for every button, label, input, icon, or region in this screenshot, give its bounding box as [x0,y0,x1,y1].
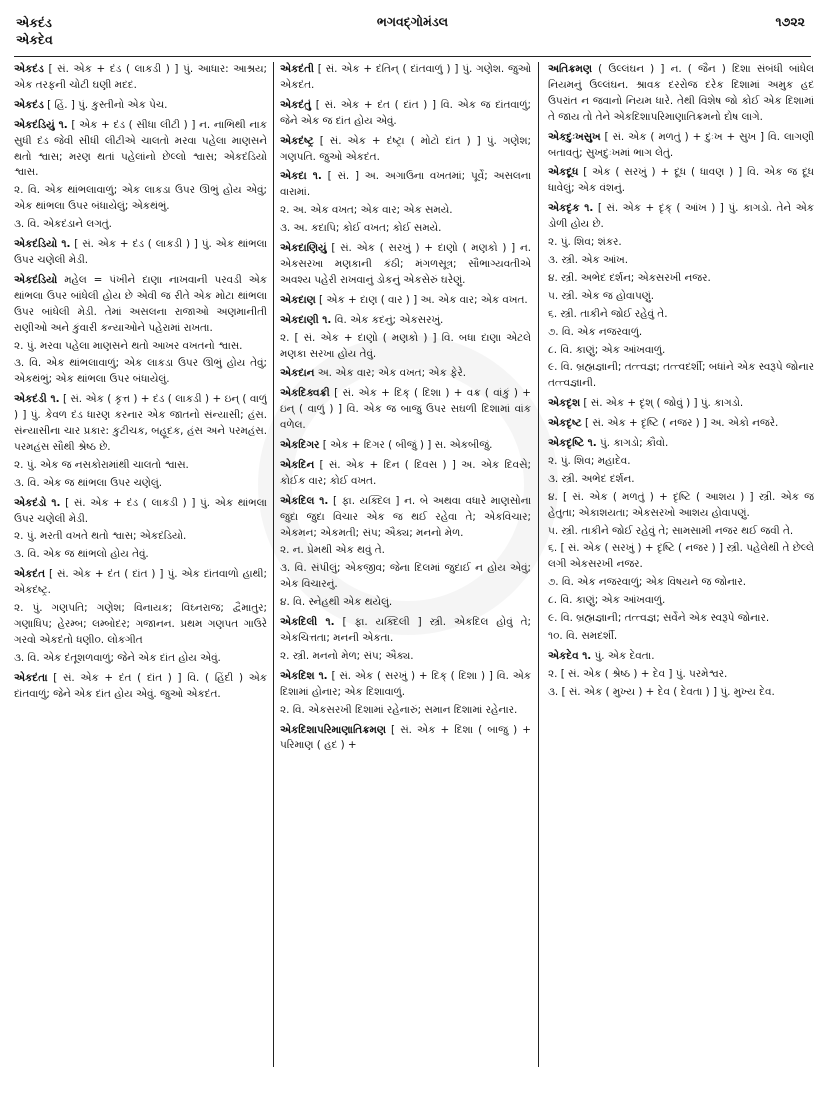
dictionary-entry: ૨. [ સં. એક ( શ્રેષ્ઠ ) + દેવ ] પું. પરમેશ્વર. [548,667,728,680]
dictionary-entry: ૨. પું. મરવા પહેલા માણસને થતો આખર વખતનો શ્વાસ. [14,339,243,352]
dictionary-entry: એકદંષ્ટ્ર [ સં. એક + દંષ્ટ્રા ( મોટો દાંત ) ] પું. ગણેશ; ગણપતિ. જુઓ એકદંત. [280,134,531,163]
dictionary-entry: એકદંડિયું ૧. [ એક + દંડ ( સીધા લીટી ) ] ન. નાભિથી નાક સુધી દંડ જેવી સીધી લીટીએ ચાલતો મરવા પહેલા માણસને થતો શ્વાસ; મરણ થતાં પહેલાંનો છેલ્લો શ્વાસ; એકદંડિયો શ્વાસ. [14,118,267,179]
dictionary-entry: ૨. પું. એક જ નસકોરામાંથી ચાલતો શ્વાસ. [14,458,189,471]
dictionary-entry: ૪. [ સં. એક ( મળતું ) + દૃષ્ટિ ( આશય ) ] સ્ત્રી. એક જ હેતુતા; એકાશયતા; એકસરખો આશય હોવાપણું. [548,490,814,519]
dictionary-entry: ૨. પું. મરતી વખતે થતો શ્વાસ; એકદંડિયો. [14,530,187,543]
dictionary-entry: એકદંતી [ સં. એક + દંતિન્ ( દાંતવાળું ) ] પું. ગણેશ. જુઓ એકદંત. [280,63,531,91]
column-left [14,62,267,1085]
dictionary-entry: એકદિલ ૧. [ ફા. યક્દિલ ] ન. બે અથવા વધારે માણસોના જુદા જુદા વિચાર એક જ થઈ રહેવા તે; એકવિચાર; એકમન; એકમતી; સંપ; ઐક્ય; મનનો મેળ. [280,494,531,539]
dictionary-entry: એકદૂધ [ એક ( સરખું ) + દૂધ ( ધાવણ ) ] વિ. એક જ દૂધ ધાવેલું; એક વંશનું. [548,166,814,195]
dictionary-entry: એકદા ૧. [ સં. ] અ. અગાઉના વખતમાં; પૂર્વે; અસલના વારામાં. [280,170,531,199]
dictionary-entry: એકદંડિયો મહેલ = પંખીને દાણા નાખવાની પરવડી એક થાંભલા ઉપર બાંધેલી હોય છે એવી જ રીતે એક મોટા થાંભલા ઉપર બાંધેલી મેડી. તેમાં અસલના રાજાઓ અણમાનીતી રાણીઓ અને કુંવારી કન્યાઓને પહેરામાં રાખતા. [14,273,267,334]
dictionary-entry: ૨. પું. શિવ; શંકર. [548,236,622,249]
dictionary-entry: ૪. સ્ત્રી. અભેદ દર્શન; એકસરખી નજર. [548,271,711,284]
dictionary-entry: ૧૦. વિ. સમદર્શી. [548,630,618,642]
dictionary-entry: ૯. વિ. બ્રહ્મજ્ઞાની; તત્ત્વજ્ઞ; તત્ત્વદર્શી; બધાંને એક સ્વરૂપે જોનાર તત્ત્વજ્ઞાની. [548,361,814,390]
page-number: ૧૭૨૨ [775,14,805,29]
dictionary-entry: ૩. વિ. એક જ થાંભલા ઉપર ચણેલું. [14,476,163,489]
dictionary-entry: એકદૃક ૧. [ સં. એક + દૃક્ ( આંખ ) ] પું. કાગડો. તેને એક ડોળી હોય છે. [548,202,814,231]
dictionary-entry: ૫. સ્ત્રી. એક જ હોવાપણું. [548,289,655,302]
dictionary-entry: એકદંતું [ સં. એક + દંત ( દાંત ) ] વિ. એક જ દાંતવાળું; જેને એક જ દાંત હોય એવું. [280,98,531,127]
dictionary-entry: ૬. [ સં. એક ( સરખું ) + દૃષ્ટિ ( નજર ) ] સ્ત્રી. પહેલેથી તે છેલ્લે લગી એકસરખી નજર. [548,542,814,571]
dictionary-entry: ૨. વિ. એક થાંભલાવાળું; એક લાકડા ઉપર ઊભું હોય એવું; એક થાંભલા ઉપર બંધાયેલું; એકથંભું. [14,184,267,213]
dictionary-entry: ૩. અ. કદાપિ; કોઈ વખત; કોઈ સમયે. [280,222,442,235]
dictionary-entry: ૩. સ્ત્રી. એક આંખ. [548,253,628,266]
dictionary-entry: ૨. વિ. એકસરખી દિશામાં રહેનારું; સમાન દિશામાં રહેનાર. [280,703,518,716]
dictionary-entry: એકદાણી ૧. વિ. એક કદનું; એકસરખું. [280,313,444,326]
header-rule [14,56,811,57]
dictionary-entry: ૩. વિ. એક દંતૂશળવાળું; જેને એક દાંત હોય એવું. [14,651,221,664]
dictionary-entry: એકદિશાપરિમાણાતિક્રમણ [ સં. એક + દિશા ( બાજુ ) + પરિમાણ ( હદ ) + [280,723,531,752]
dictionary-entry: એકદંત [ સં. એક + દંત ( દાંત ) ] પું. એક દાંતવાળો હાથી; એકદંષ્ટ્ર. [14,568,267,597]
dictionary-entry: એકદંડ [ હિં. ] પું. કુસ્તીનો એક પેચ. [14,98,168,111]
dictionary-entry: એકદાન અ. એક વાર; એક વખત; એક ફેરે. [280,367,467,380]
dictionary-entry: ૩. વિ. એક થાંભલાવાળું; એક લાકડા ઉપર ઊભું હોય તેવું; એકથંભું; એક થાંભલા ઉપર બંધાયેલું. [14,357,267,386]
dictionary-entry: એકદિલી ૧. [ ફા. યક્દિલી ] સ્ત્રી. એકદિલ હોવું તે; એકચિત્તતા; મનની એકતા. [280,616,531,644]
dictionary-entry: ૨. પું. શિવ; મહાદેવ. [548,454,631,467]
dictionary-entry: ૩. [ સં. એક ( મુખ્ય ) + દેવ ( દેવતા ) ] પું. મુખ્ય દેવ. [548,685,775,698]
dictionary-entry: ૩. વિ. એક જ થાંભલો હોય તેવું. [14,548,149,561]
dictionary-entry: ૨. ન. પ્રેમથી એક થવું તે. [280,544,385,557]
dictionary-entry: એકદૃશ [ સં. એક + દૃશ્ ( જોવું ) ] પું. કાગડો. [548,397,744,410]
dictionary-entry: ૮. વિ. કાણું; એક આંખવાળું. [548,594,666,607]
dictionary-entry: એકદંતા [ સં. એક + દંત ( દાંત ) ] વિ. ( હિંદી ) એક દાંતવાળું; જેને એક દાંત હોય એવું. જુઓ એકદંત. [14,671,267,700]
dictionary-entry: એકદૃષ્ટ [ સં. એક + દૃષ્ટિ ( નજર ) ] અ. એકો નજરે. [548,417,779,430]
dictionary-entry: ૬. સ્ત્રી. તાકીને જોઈ રહેવું તે. [548,307,668,320]
dictionary-entry: ૨. [ સં. એક + દાણો ( મણકો ) ] વિ. બધા દાણા એટલે મણકા સરખા હોય તેવું. [280,331,531,360]
dictionary-entry: એકદંડી ૧. [ સં. એક ( કૃત્ત ) + દંડ ( લાકડી ) + ઇન્ ( વાળું ) ] પું. કેવળ દંડ ધારણ કરનાર એક જાતનો સંન્યાસી; હંસ. સંન્યાસીના ચાર પ્રકાર: કુટીચક, બહૂદક, હંસ અને પરમહંસ. પરમહંસ સૌથી શ્રેષ્ઠ છે. [14,393,267,453]
dictionary-entry: ૯. વિ. બ્રહ્મજ્ઞાની; તત્ત્વજ્ઞ; સર્વેને એક સ્વરૂપે જોનાર. [548,612,770,625]
column-middle [280,62,531,1085]
dictionary-entry: ૩. વિ. એકદંડાને લગતું. [14,218,112,231]
dictionary-entry: એકદિન [ સં. એક + દિન ( દિવસ ) ] અ. એક દિવસે; કોઈક વાર; કોઈ વખત. [280,458,531,487]
dictionary-entry: અતિક્રમણ ( ઉલ્લંઘન ) ] ન. ( જૈન ) દિશા સંબંધી બાંધેલ નિયમનું ઉલ્લંઘન. શ્રાવક દરરોજ દરેક દિશામાં અમુક હદ ઉપરાંત ન જવાનો નિયમ ધારે. તેથી વિશેષ જો કોઈ એક દિશામાં તે જાય તો તેને એકદિશાપરિમાણાતિક્રમનો દોષ લાગે. [548,63,814,123]
dictionary-entry: એકદાણ [ એક + દાણ ( વાર ) ] અ. એક વાર; એક વખત. [280,293,528,306]
dictionary-entry: ૨. પું. ગણપતિ; ગણેશ; વિનાયક; વિઘ્નરાજ; દ્વૈમાતુર; ગણાધિપ; હેરમ્બ; લમ્બોદર; ગજાનન. પ્રથમ ગણપત ગાઉરે ગરવો એકદંતો ધણી૦. લોકગીત [14,602,267,646]
dictionary-entry: ૭. વિ. એક નજરવાળું; એક વિષયને જ જોનાર. [548,576,747,589]
dictionary-entry: એકદૃષ્ટિ ૧. પું. કાગડો; કૌવો. [548,437,669,450]
dictionary-entry: એકદિગર [ એક + દિગર ( બીજું ) ] સ. એકબીજું. [280,439,493,452]
dictionary-entry: એકદિક્વક્રી [ સં. એક + દિક્ ( દિશા ) + વક્ર ( વાંકું ) + ઇન્ ( વાળું ) ] વિ. એક જ બાજુ ઉપર સઘળી દિશામાં વાંક વળેલ. [280,387,531,432]
dictionary-entry: ૩. સ્ત્રી. અભેદ દર્શન. [548,472,635,485]
dictionary-entry: ૨. સ્ત્રી. મનનો મેળ; સંપ; ઐક્ય. [280,649,414,662]
column-divider [538,62,539,1067]
dictionary-entry: એકદિશ ૧. [ સં. એક ( સરખું ) + દિક્ ( દિશા ) ] વિ. એક દિશામાં હોનાર; એક દિશાવાળું. [280,669,531,698]
dictionary-entry: એકદંડ [ સં. એક + દંડ ( લાકડી ) ] પું. આધાર: આશ્રય; એક તરફની ચોટી ઘણી મદદ. [14,63,267,91]
column-divider [273,62,274,1067]
guide-word-bottom: એકદેવ [16,32,53,47]
dictionary-entry: ૪. વિ. સ્નેહથી એક થયેલું. [280,596,393,609]
dictionary-entry: એકદેવ ૧. પું. એક દેવતા. [548,649,655,662]
dictionary-entry: ૨. અ. એક વખત; એક વાર; એક સમયે. [280,204,453,217]
dictionary-entry: ૩. વિ. સંપીલું; એકજીવ; જેના દિલમાં જુદાઈ ન હોય એવું; એક વિચારનું. [280,562,531,591]
dictionary-entry: ૮. વિ. કાણું; એક આંખવાળું. [548,343,666,356]
page-title: ભગવદ્ગોમંડલ [376,14,449,29]
dictionary-entry: એકદંડિયો ૧. [ સં. એક + દંડ ( લાકડી ) ] પું. એક થાંભલા ઉપર ચણેલી મેડી. [14,238,267,266]
column-right [548,62,814,1085]
guide-word-top: એકદંડ [16,15,52,30]
dictionary-entry: ૫. સ્ત્રી. તાકીને જોઈ રહેવું તે; સામસામી નજર થઈ જવી તે. [548,524,794,537]
dictionary-entry: ૭. વિ. એક નજરવાળું. [548,325,643,338]
dictionary-entry: એકદુઃખસુખ [ સં. એક ( મળતું ) + દુઃખ + સુખ ] વિ. લાગણી બતાવતું; સુખદુઃખમાં ભાગ લેતું. [548,130,814,159]
dictionary-entry: એકદાણિયું [ સં. એક ( સરખું ) + દાણો ( મણકો ) ] ન. એકસરખા મણકાની કંઠી; મંગળસૂત્ર; સૌભાગ્યવતીએ અવશ્ય પહેરી રાખવાનું ડોકનું એકસેરું ઘરેણું. [280,242,531,286]
dictionary-entry: એકદંડો ૧. [ સં. એક + દંડ ( લાકડી ) ] પું. એક થાંભલા ઉપર ચણેલી મેડી. [14,496,267,525]
